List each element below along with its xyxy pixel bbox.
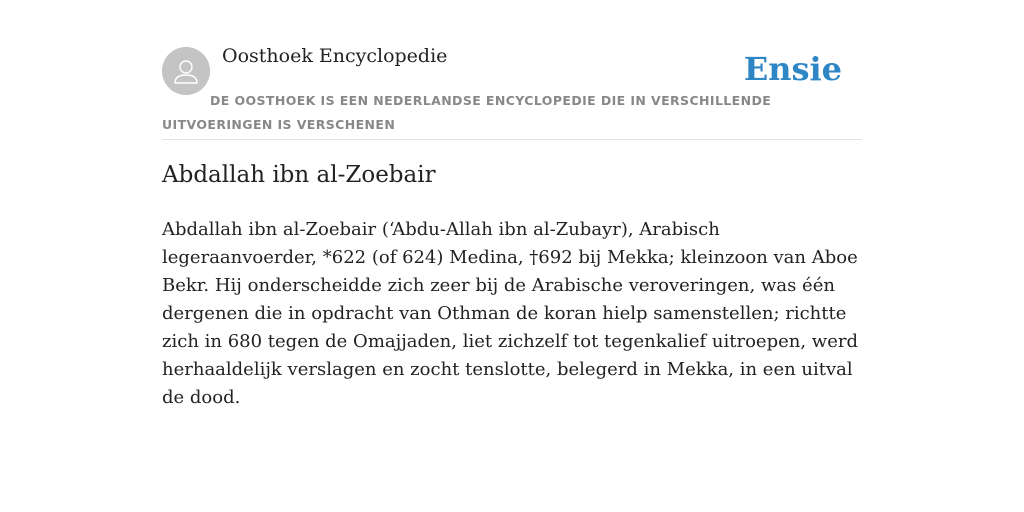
brand-logo[interactable]: Ensie <box>743 50 842 88</box>
header-divider <box>162 139 862 140</box>
site-name[interactable]: Oosthoek Encyclopedie <box>222 45 448 67</box>
article-body: Abdallah ibn al-Zoebair (ʻAbdu-Allah ibn al-Zubayr), Arabisch legeraanvoerder, *622 (of 624) Medina, †692 bij Mekka; kleinzoon van Aboe Bekr. Hij onderscheidde zich zeer bij de Arabische veroveringen, was één dergenen die in opdracht van Othman de koran hielp samenstellen; richtte zich in 680 tegen de Omajjaden, liet zichzelf tot tegenkalief uitroepen, werd herhaaldelijk verslagen en zocht tenslotte, belegerd in Mekka, in een uitval de dood. <box>162 219 858 408</box>
user-silhouette-icon[interactable] <box>162 47 210 95</box>
site-tagline: DE OOSTHOEK IS EEN NEDERLANDSE ENCYCLOPEDIE DIE IN VERSCHILLENDE UITVOERINGEN IS VERSCHENEN <box>162 93 772 132</box>
article-title: Abdallah ibn al-Zoebair <box>162 162 436 188</box>
avatar-graphic <box>162 47 210 95</box>
